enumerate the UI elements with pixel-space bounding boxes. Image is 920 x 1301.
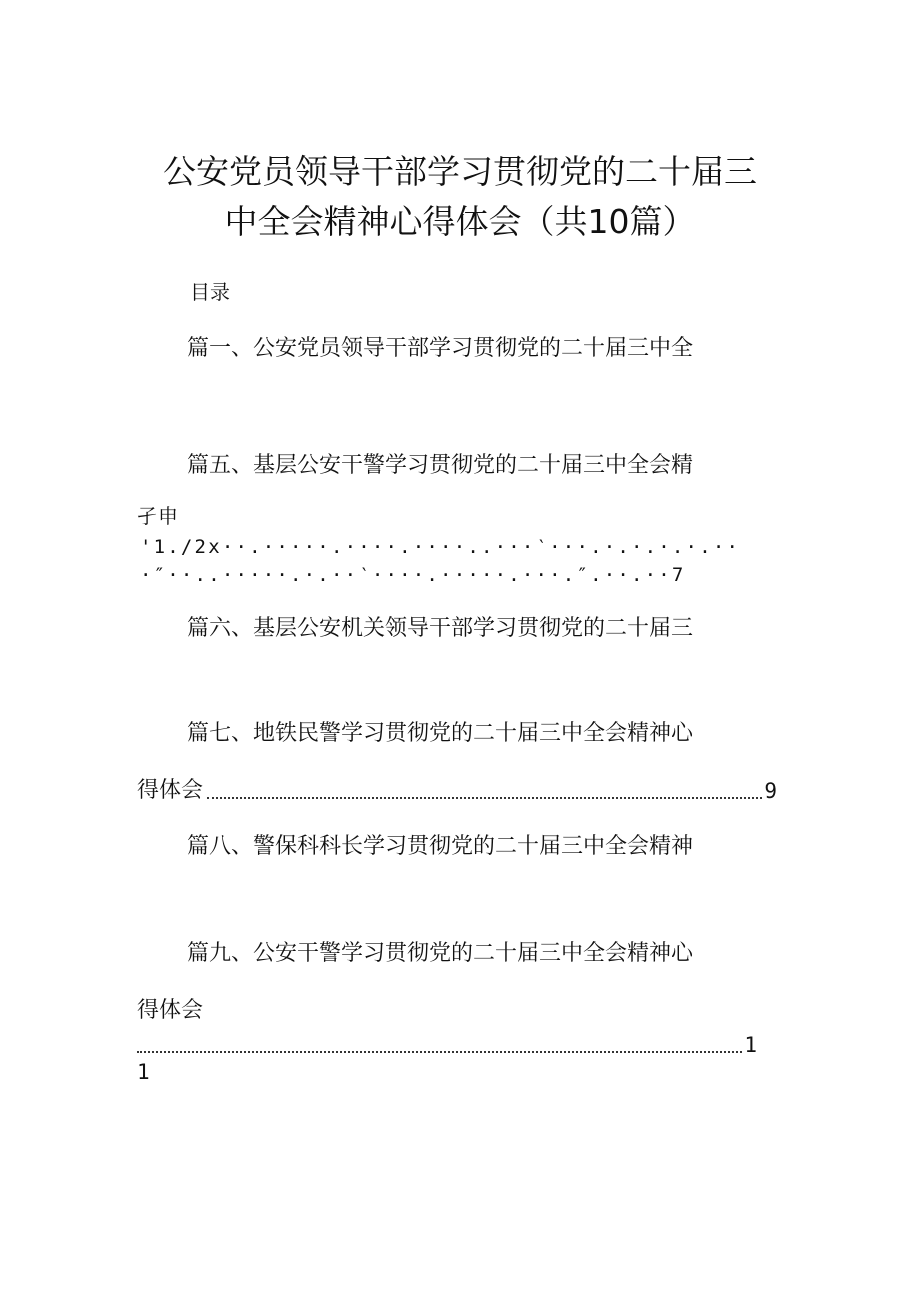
toc-entry-7-continuation: 得体会 bbox=[137, 778, 204, 803]
toc-entry-1[interactable]: 篇一、公安党员领导干部学习贯彻党的二十届三中全 bbox=[187, 336, 694, 361]
toc-entry-9-page-number-b: 1 bbox=[137, 1060, 150, 1084]
toc-entry-9-leader-row[interactable] bbox=[137, 1030, 757, 1060]
toc-entry-7-page-number: 9 bbox=[764, 779, 777, 803]
document-title-line1: 公安党员领导干部学习贯彻党的二十届三 bbox=[163, 152, 757, 191]
toc-entry-9[interactable]: 篇九、公安干警学习贯彻党的二十届三中全会精神心 bbox=[187, 941, 694, 966]
toc-entry-5-ocr-leader-1: '1./2x··.·····.····.····..···‵···.·.·.·.·.·· bbox=[140, 536, 741, 558]
toc-entry-7-dot-leader bbox=[207, 797, 762, 799]
toc-label: 目录 bbox=[190, 280, 230, 304]
document-title-line2: 中全会精神心得体会（共10篇） bbox=[224, 202, 696, 241]
toc-entry-8[interactable]: 篇八、警保科科长学习贯彻党的二十届三中全会精神 bbox=[187, 834, 694, 859]
toc-entry-9-continuation: 得体会 bbox=[137, 998, 204, 1023]
toc-entry-9-dot-leader bbox=[137, 1051, 742, 1053]
toc-entry-7[interactable]: 篇七、地铁民警学习贯彻党的二十届三中全会精神心 bbox=[187, 721, 694, 746]
toc-entry-5-ocr-leader-2: ·″··..·····.·.··‵····.·····.···.″.··.··7 bbox=[140, 564, 686, 586]
toc-entry-5[interactable]: 篇五、基层公安干警学习贯彻党的二十届三中全会精 bbox=[187, 453, 694, 478]
toc-entry-5-ocr-text: 孑申 bbox=[137, 504, 179, 528]
toc-entry-9-page-number-a: 1 bbox=[744, 1033, 757, 1057]
toc-entry-6[interactable]: 篇六、基层公安机关领导干部学习贯彻党的二十届三 bbox=[187, 616, 694, 641]
toc-entry-7-leader-row[interactable] bbox=[137, 776, 777, 806]
